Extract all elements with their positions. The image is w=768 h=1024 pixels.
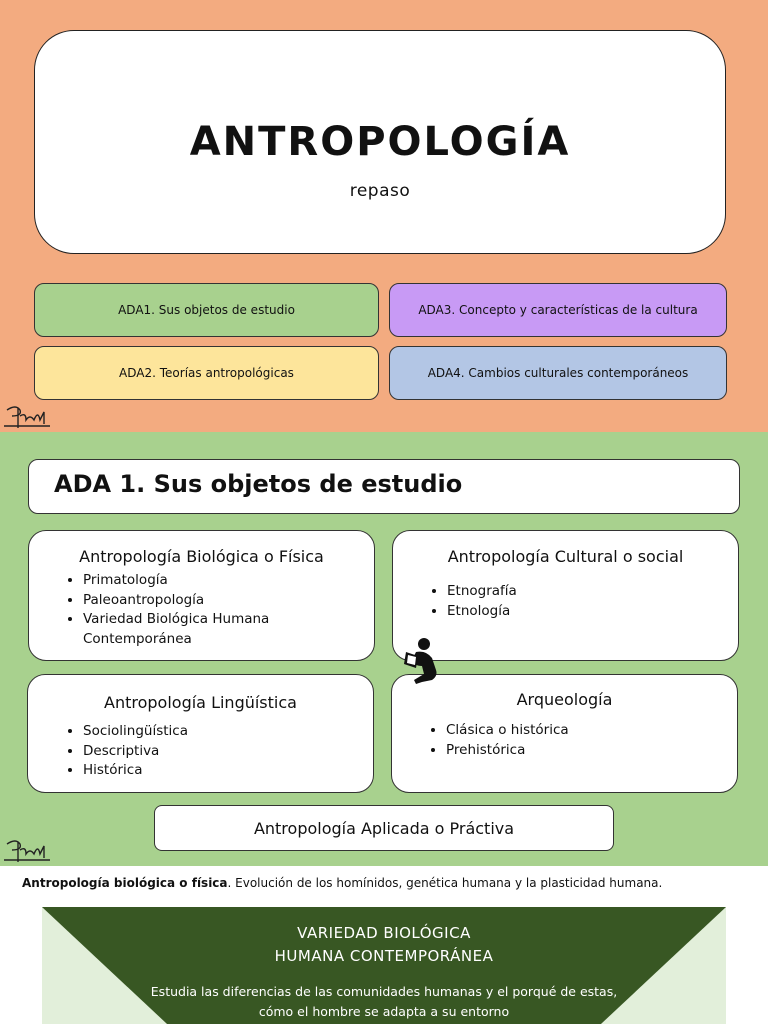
definition-line: [22, 876, 752, 890]
branch-card-linguistic: [27, 674, 374, 793]
list-item: • Paleoantropología: [83, 591, 373, 611]
ada1-link[interactable]: [34, 283, 379, 337]
triangle-heading-line2: HUMANA CONTEMPORÁNEA: [274, 947, 494, 965]
reading-person-icon: [402, 636, 448, 686]
signature-icon: [4, 836, 52, 864]
applied-anthropology-card: [154, 805, 614, 851]
list-item: • Prehistórica: [446, 741, 736, 761]
signature-icon: [4, 402, 52, 430]
definition-text: . Evolución de los homínidos, genética humana y la plasticidad humana.: [227, 876, 663, 890]
branch-list: [426, 721, 736, 760]
list-item: • Histórica: [83, 761, 373, 781]
page-subtitle: repaso: [349, 181, 411, 201]
ada4-link[interactable]: [389, 346, 727, 400]
list-item: • Etnografía: [447, 582, 737, 602]
ada2-link[interactable]: [34, 346, 379, 400]
branch-title: Antropología Cultural o social: [447, 547, 684, 566]
section-heading-card: [28, 459, 740, 514]
ada3-label: ADA3. Concepto y características de la cultura: [418, 303, 698, 317]
branch-list: [427, 582, 737, 621]
title-card: [34, 30, 726, 254]
page-title: ANTROPOLOGÍA: [189, 119, 571, 165]
definition-term: Antropología biológica o física: [22, 876, 228, 890]
list-item: • Primatología: [83, 571, 373, 591]
triangle-description: Estudia las diferencias de las comunidades humanas y el porqué de estas, cómo el hombre se adapta a su entorno: [150, 984, 618, 1019]
list-item: • Clásica o histórica: [446, 721, 736, 741]
section-heading: ADA 1. Sus objetos de estudio: [54, 470, 463, 498]
list-item: • Variedad Biológica Humana Contemporánea: [83, 610, 373, 649]
ada3-link[interactable]: [389, 283, 727, 337]
branch-card-biological: [28, 530, 375, 661]
branch-card-archaeology: [391, 674, 738, 793]
list-item: • Sociolingüística: [83, 722, 373, 742]
triangle-heading-line1: VARIEDAD BIOLÓGICA: [297, 924, 471, 942]
applied-label: Antropología Aplicada o Práctiva: [253, 818, 515, 838]
ada2-label: ADA2. Teorías antropológicas: [119, 366, 294, 380]
ada1-label: ADA1. Sus objetos de estudio: [118, 303, 295, 317]
ada4-label: ADA4. Cambios culturales contemporáneos: [427, 366, 689, 380]
branch-list: [63, 722, 373, 781]
branch-list: [63, 571, 373, 649]
list-item: • Etnología: [447, 602, 737, 622]
list-item: • Descriptiva: [83, 742, 373, 762]
branch-title: Antropología Lingüística: [104, 693, 297, 712]
branch-title: Arqueología: [516, 690, 613, 709]
branch-title: Antropología Biológica o Física: [79, 547, 324, 566]
